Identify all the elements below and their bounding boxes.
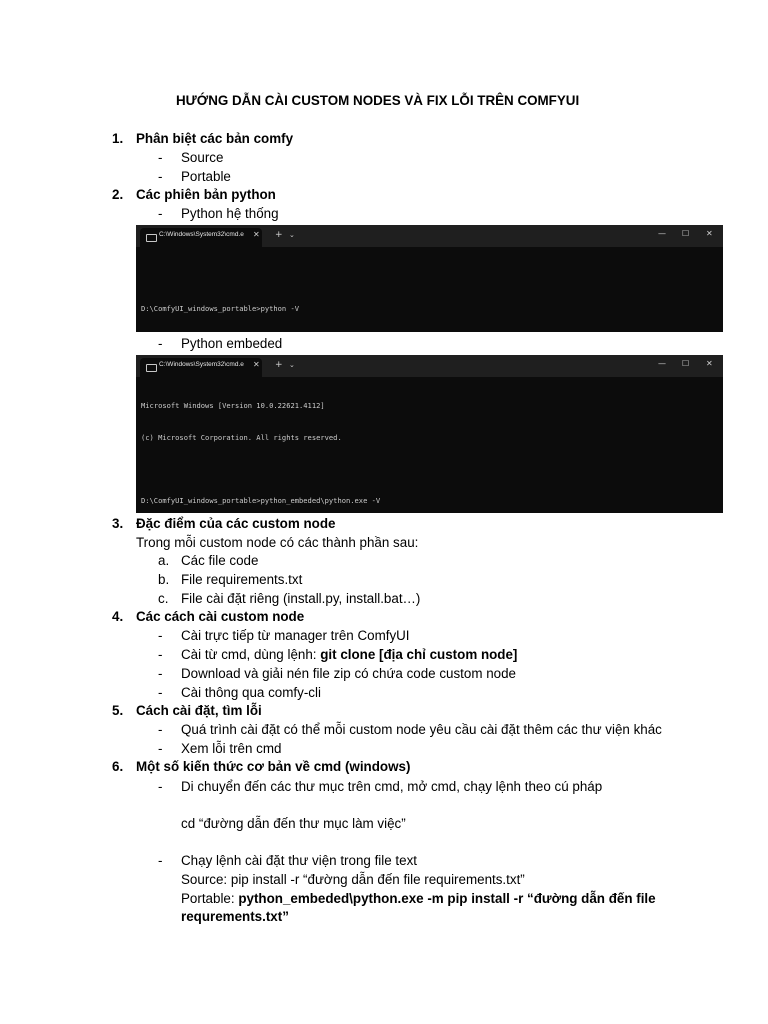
section-number: 3.	[112, 516, 124, 531]
terminal-line: D:\ComfyUI_windows_portable>python -V	[141, 303, 300, 313]
terminal-line: (c) Microsoft Corporation. All rights reserved.	[141, 432, 342, 442]
terminal-tab-title: C:\Windows\System32\cmd.e	[159, 361, 244, 368]
list-marker: -	[158, 150, 163, 165]
section-number: 1.	[112, 131, 124, 146]
new-tab-icon[interactable]: +	[275, 360, 283, 370]
section-heading: Các phiên bản python	[136, 187, 276, 202]
section-heading: Đặc điểm của các custom node	[136, 516, 336, 531]
new-tab-icon[interactable]: +	[275, 230, 283, 240]
tab-close-icon[interactable]: ✕	[253, 360, 260, 369]
list-marker: b.	[158, 572, 170, 587]
terminal-titlebar	[136, 355, 723, 377]
portable-label: Portable:	[181, 891, 239, 906]
list-item: Chạy lệnh cài đặt thư viện trong file text	[181, 853, 417, 868]
portable-command-continuation: requrements.txt”	[181, 909, 289, 924]
close-icon[interactable]: ✕	[706, 229, 713, 238]
list-item: Download và giải nén file zip có chứa code custom node	[181, 666, 517, 681]
list-marker: -	[158, 779, 163, 794]
minimize-icon[interactable]: —	[658, 229, 666, 238]
list-item: Di chuyển đến các thư mục trên cmd, mở cmd, chạy lệnh theo cú pháp	[181, 779, 603, 794]
list-item: Xem lỗi trên cmd	[181, 741, 282, 756]
list-marker: -	[158, 628, 163, 643]
list-marker: -	[158, 853, 163, 868]
close-icon[interactable]: ✕	[706, 359, 713, 368]
terminal-screenshot-python-embeded	[136, 355, 723, 513]
list-marker: -	[158, 722, 163, 737]
list-item	[181, 647, 517, 663]
section-intro: Trong mỗi custom node có các thành phần sau:	[136, 535, 419, 550]
terminal-icon	[146, 364, 157, 372]
list-marker: -	[158, 336, 163, 351]
minimize-icon[interactable]: —	[658, 359, 666, 368]
list-item: Python embeded	[181, 336, 283, 351]
list-item: Các file code	[181, 553, 259, 568]
list-marker: c.	[158, 591, 169, 606]
list-item: Source	[181, 150, 224, 165]
list-marker: -	[158, 666, 163, 681]
list-marker: -	[158, 169, 163, 184]
list-item: File requirements.txt	[181, 572, 303, 587]
list-item: File cài đặt riêng (install.py, install.bat…)	[181, 591, 421, 606]
portable-command: python_embeded\python.exe -m pip install -r “đường dẫn đến file	[238, 891, 656, 906]
section-number: 2.	[112, 187, 124, 202]
list-item: Cài trực tiếp từ manager trên ComfyUI	[181, 628, 410, 643]
terminal-line: Microsoft Windows [Version 10.0.22621.4112]	[141, 401, 325, 410]
section-number: 5.	[112, 703, 124, 718]
list-marker: -	[158, 741, 163, 756]
section-heading: Một số kiến thức cơ bản về cmd (windows)	[136, 759, 411, 774]
terminal-tab[interactable]	[140, 228, 262, 247]
list-item: Portable	[181, 169, 231, 184]
terminal-tab[interactable]	[140, 358, 262, 377]
terminal-tab-title: C:\Windows\System32\cmd.e	[159, 231, 244, 238]
section-number: 4.	[112, 609, 124, 624]
terminal-line	[141, 272, 719, 283]
list-marker: -	[158, 647, 163, 662]
list-item: Python hệ thống	[181, 206, 279, 221]
section-number: 6.	[112, 759, 124, 774]
chevron-down-icon[interactable]: ⌄	[289, 361, 295, 369]
terminal-output[interactable]	[141, 251, 719, 332]
chevron-down-icon[interactable]: ⌄	[289, 231, 295, 239]
tab-close-icon[interactable]: ✕	[253, 230, 260, 239]
maximize-icon[interactable]: ☐	[682, 359, 690, 368]
list-marker: a.	[158, 553, 170, 568]
list-item: Cài thông qua comfy-cli	[181, 685, 321, 700]
terminal-output[interactable]	[141, 380, 719, 513]
terminal-line	[141, 464, 719, 475]
git-clone-command: git clone [địa chỉ custom node]	[320, 647, 518, 662]
list-item-text: Cài từ cmd, dùng lệnh:	[181, 647, 321, 662]
portable-pip-command	[181, 891, 656, 907]
list-marker: -	[158, 206, 163, 221]
cd-command-example: cd “đường dẫn đến thư mục làm việc”	[181, 816, 406, 831]
document-title: HƯỚNG DẪN CÀI CUSTOM NODES VÀ FIX LỖI TRÊN COMFYUI	[176, 93, 580, 108]
source-pip-command: Source: pip install -r “đường dẫn đến file requirements.txt”	[181, 872, 525, 887]
list-item: Quá trình cài đặt có thể mỗi custom node yêu cầu cài đặt thêm các thư viện khác	[181, 722, 662, 737]
terminal-screenshot-system-python	[136, 225, 723, 332]
section-heading: Các cách cài custom node	[136, 609, 305, 624]
terminal-icon	[146, 234, 157, 242]
list-marker: -	[158, 685, 163, 700]
maximize-icon[interactable]: ☐	[682, 229, 690, 238]
section-heading: Cách cài đặt, tìm lỗi	[136, 703, 262, 718]
terminal-line: D:\ComfyUI_windows_portable>python_embeded\python.exe -V	[141, 495, 381, 505]
terminal-titlebar	[136, 225, 723, 247]
section-heading: Phân biệt các bản comfy	[136, 131, 294, 146]
